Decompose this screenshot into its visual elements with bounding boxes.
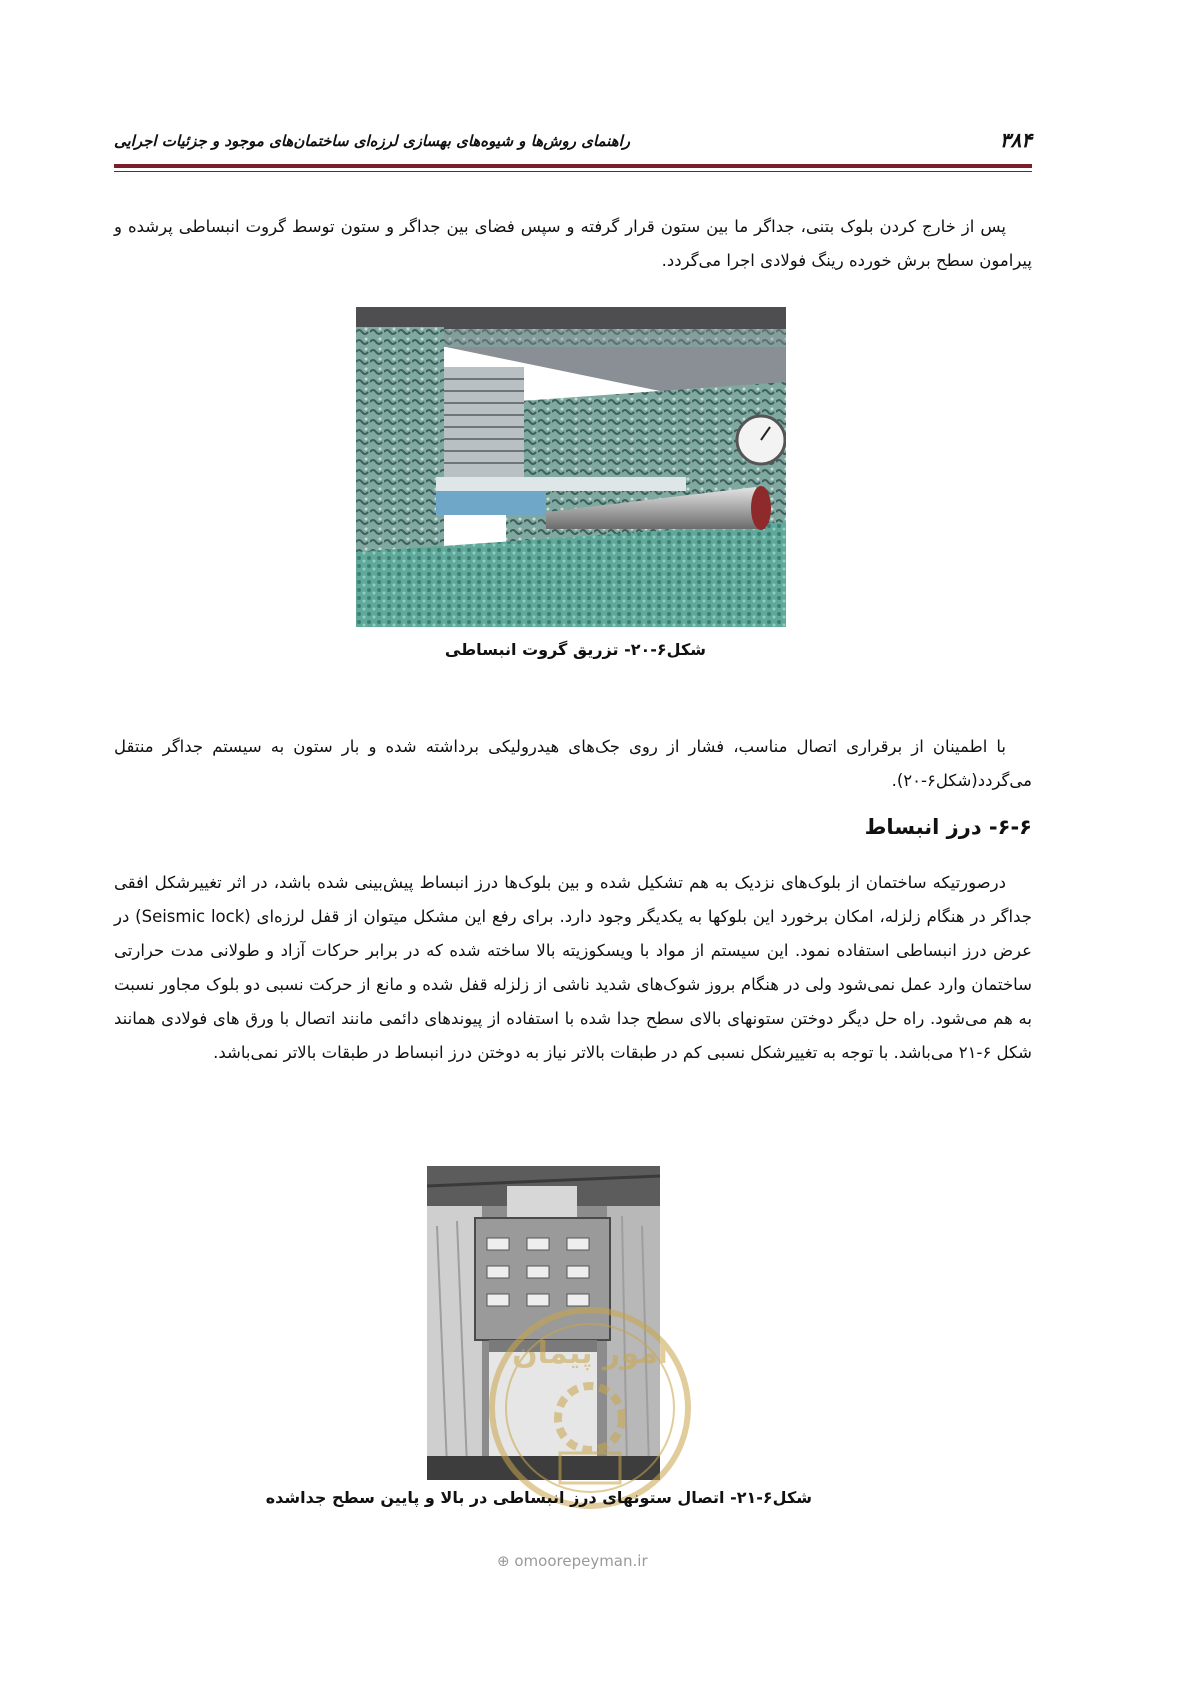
paragraph-2 bbox=[114, 730, 1032, 798]
figure-21-caption: شکل۶-۲۱- اتصال ستونهای درز انبساطی در بالا و پایین سطح جداشده bbox=[265, 1488, 812, 1507]
watermark-logo bbox=[485, 1303, 695, 1513]
watermark-seal bbox=[485, 1303, 695, 1513]
header-rule-thin bbox=[114, 171, 1032, 172]
page-header bbox=[114, 128, 1032, 158]
globe-icon: ⊕ bbox=[497, 1552, 510, 1570]
section-heading: ۶-۶- درز انبساط bbox=[864, 815, 1032, 839]
paragraph-text: پس از خارج کردن بلوک بتنی، جداگر ما بین ستون قرار گرفته و سپس فضای بین جداگر و ستون توسط گروت انبساطی پرشده و پیرامون سطح برش خورده رینگ فولادی اجرا می‌گردد. bbox=[114, 217, 1032, 270]
running-title: راهنمای روش‌ها و شیوه‌های بهسازی لرزه‌ای ساختمان‌های موجود و جزئیات اجرایی bbox=[114, 132, 631, 150]
grout-injection-illustration bbox=[356, 307, 786, 627]
paragraph-1 bbox=[114, 210, 1032, 278]
header-rule bbox=[114, 164, 1032, 168]
page-number: ۳۸۴ bbox=[999, 128, 1032, 152]
watermark-site bbox=[497, 1552, 648, 1570]
watermark-site-text: omoorepeyman.ir bbox=[514, 1552, 648, 1570]
watermark-brand-text: امور پیمان bbox=[512, 1336, 668, 1371]
paragraph-3 bbox=[114, 866, 1032, 1070]
figure-grout-injection bbox=[356, 307, 786, 627]
figure-20-caption: شکل۶-۲۰- تزریق گروت انبساطی bbox=[444, 640, 706, 659]
paragraph-text: درصورتیکه ساختمان از بلوک‌های نزدیک به هم تشکیل شده و بین بلوک‌ها درز انبساط پیش‌بینی شده باشد، در اثر تغییرشکل افقی جداگر در هنگام زلزله، امکان برخورد این بلوکها به یکدیگر وجود دارد. برای رفع این مشکل میتوان از قفل لرزه‌ای (Seismic lock) در عرض درز انبساطی استفاده نمود. این سیستم از مواد با ویسکوزیته بالا ساخته شده که در برابر حرکات آزاد و طولانی مدت حرارتی ساختمان وارد عمل نمی‌شود ولی در هنگام بروز شوک‌های شدید ناشی از زلزله قفل شده و مانع از حرکت نسبی دو بلوک مجاور نسبت به هم می‌شود. راه حل دیگر دوختن ستونهای بالای سطح جدا شده با استفاده از پیوندهای دائمی مانند اتصال با ورق های فولادی همانند شکل ۶-۲۱ می‌باشد. با توجه به تغییرشکل نسبی کم در طبقات بالاتر نیاز به دوختن درز انبساط در طبقات بالاتر نمی‌باشد. bbox=[114, 873, 1032, 1062]
paragraph-text: با اطمینان از برقراری اتصال مناسب، فشار از روی جک‌های هیدرولیکی برداشته شده و بار ستون به سیستم جداگر منتقل می‌گردد(شکل۶-۲۰). bbox=[114, 737, 1032, 790]
